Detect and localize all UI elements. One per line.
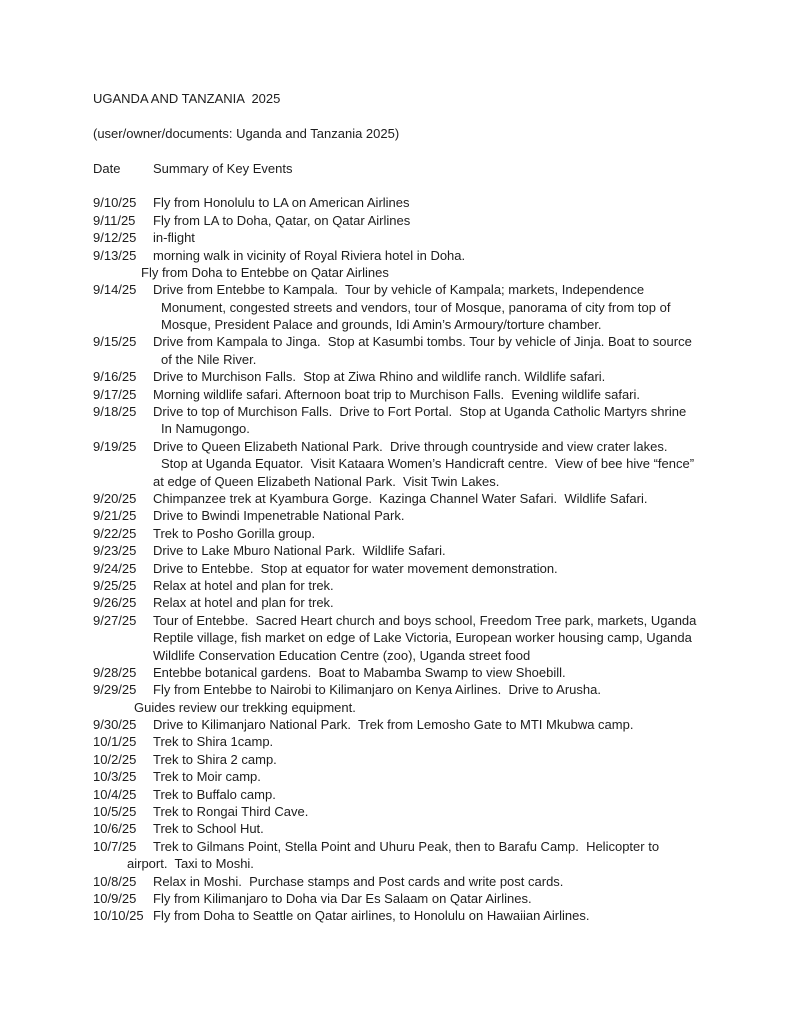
itinerary-row bbox=[93, 194, 751, 211]
itinerary-list bbox=[93, 194, 751, 924]
event-text: Relax at hotel and plan for trek. bbox=[153, 577, 334, 593]
itinerary-row bbox=[93, 647, 751, 664]
event-date: 9/15/25 bbox=[93, 334, 137, 350]
itinerary-row bbox=[93, 820, 751, 837]
event-text: Drive to top of Murchison Falls. Drive to Fort Portal. Stop at Uganda Catholic Martyrs shrine bbox=[153, 404, 687, 420]
event-date: 9/21/25 bbox=[93, 508, 137, 524]
itinerary-row bbox=[93, 577, 751, 594]
itinerary-row bbox=[93, 281, 751, 298]
event-text: Trek to Rongai Third Cave. bbox=[153, 804, 309, 820]
event-date: 9/20/25 bbox=[93, 490, 137, 506]
event-date: 9/12/25 bbox=[93, 230, 137, 246]
event-date: 10/4/25 bbox=[93, 786, 137, 802]
itinerary-row bbox=[93, 455, 751, 472]
itinerary-row bbox=[93, 525, 751, 542]
event-text: Drive to Queen Elizabeth National Park. Drive through countryside and view crater lakes. bbox=[153, 438, 668, 454]
event-text: Fly from Entebbe to Nairobi to Kilimanjaro on Kenya Airlines. Drive to Arusha. bbox=[153, 682, 601, 698]
event-text: Tour of Entebbe. Sacred Heart church and boys school, Freedom Tree park, markets, Uganda bbox=[153, 612, 697, 628]
itinerary-row bbox=[93, 333, 751, 350]
itinerary-row bbox=[93, 612, 751, 629]
itinerary-row bbox=[93, 629, 751, 646]
event-text: morning walk in vicinity of Royal Riviera hotel in Doha. bbox=[153, 247, 466, 263]
event-text: of the Nile River. bbox=[161, 351, 257, 367]
event-text: Trek to Shira 2 camp. bbox=[153, 751, 277, 767]
event-text: Fly from Doha to Seattle on Qatar airlines, to Honolulu on Hawaiian Airlines. bbox=[153, 908, 590, 924]
itinerary-row bbox=[93, 890, 751, 907]
event-text: Drive to Lake Mburo National Park. Wildlife Safari. bbox=[153, 543, 446, 559]
itinerary-row bbox=[93, 664, 751, 681]
event-date: 10/8/25 bbox=[93, 873, 137, 889]
itinerary-row bbox=[93, 768, 751, 785]
spacer bbox=[93, 107, 751, 124]
event-date: 9/23/25 bbox=[93, 543, 137, 559]
itinerary-row bbox=[93, 838, 751, 855]
itinerary-row bbox=[93, 907, 751, 924]
event-date: 9/24/25 bbox=[93, 560, 137, 576]
spacer bbox=[93, 177, 751, 194]
event-date: 9/11/25 bbox=[93, 212, 136, 228]
event-date: 9/28/25 bbox=[93, 664, 137, 680]
event-text: Relax at hotel and plan for trek. bbox=[153, 595, 334, 611]
itinerary-row bbox=[93, 786, 751, 803]
event-text: Drive from Entebbe to Kampala. Tour by vehicle of Kampala; markets, Independence bbox=[153, 282, 645, 298]
events-column-header: Summary of Key Events bbox=[153, 160, 293, 176]
itinerary-row bbox=[93, 751, 751, 768]
event-text: Drive to Murchison Falls. Stop at Ziwa Rhino and wildlife ranch. Wildlife safari. bbox=[153, 369, 606, 385]
event-text: airport. Taxi to Moshi. bbox=[127, 856, 254, 872]
event-text: Fly from Honolulu to LA on American Airlines bbox=[153, 195, 410, 211]
event-text: Entebbe botanical gardens. Boat to Mabamba Swamp to view Shoebill. bbox=[153, 664, 566, 680]
event-date: 10/1/25 bbox=[93, 734, 137, 750]
itinerary-row bbox=[93, 403, 751, 420]
event-date: 9/27/25 bbox=[93, 612, 137, 628]
document-subtitle: (user/owner/documents: Uganda and Tanzania 2025) bbox=[93, 125, 400, 141]
event-text: Relax in Moshi. Purchase stamps and Post cards and write post cards. bbox=[153, 873, 564, 889]
event-text: in-flight bbox=[153, 230, 195, 246]
event-date: 10/7/25 bbox=[93, 838, 137, 854]
event-date: 9/30/25 bbox=[93, 717, 137, 733]
event-date: 10/5/25 bbox=[93, 804, 137, 820]
itinerary-row bbox=[93, 681, 751, 698]
spacer bbox=[93, 142, 751, 159]
event-text: Mosque, President Palace and grounds, Idi Amin’s Armoury/torture chamber. bbox=[161, 317, 602, 333]
event-date: 9/26/25 bbox=[93, 595, 137, 611]
event-date: 10/6/25 bbox=[93, 821, 137, 837]
event-text: In Namugongo. bbox=[161, 421, 250, 437]
itinerary-row bbox=[93, 473, 751, 490]
itinerary-row bbox=[93, 699, 751, 716]
itinerary-row bbox=[93, 855, 751, 872]
event-text: Monument, congested streets and vendors, tour of Mosque, panorama of city from top of bbox=[161, 299, 671, 315]
event-text: Reptile village, fish market on edge of Lake Victoria, European worker housing camp, Uganda bbox=[153, 630, 692, 646]
event-text: Wildlife Conservation Education Centre (zoo), Uganda street food bbox=[153, 647, 531, 663]
event-text: Trek to Moir camp. bbox=[153, 769, 261, 785]
itinerary-row bbox=[93, 229, 751, 246]
event-date: 9/19/25 bbox=[93, 438, 137, 454]
event-date: 9/22/25 bbox=[93, 525, 137, 541]
event-text: Trek to School Hut. bbox=[153, 821, 264, 837]
event-text: at edge of Queen Elizabeth National Park. Visit Twin Lakes. bbox=[153, 473, 500, 489]
event-date: 9/17/25 bbox=[93, 386, 137, 402]
itinerary-row bbox=[93, 420, 751, 437]
event-text: Drive to Kilimanjaro National Park. Trek from Lemosho Gate to MTI Mkubwa camp. bbox=[153, 717, 634, 733]
itinerary-row bbox=[93, 368, 751, 385]
event-text: Stop at Uganda Equator. Visit Kataara Women’s Handicraft centre. View of bee hive “fence” bbox=[161, 456, 695, 472]
event-text: Chimpanzee trek at Kyambura Gorge. Kazinga Channel Water Safari. Wildlife Safari. bbox=[153, 490, 648, 506]
event-text: Fly from Kilimanjaro to Doha via Dar Es Salaam on Qatar Airlines. bbox=[153, 890, 532, 906]
event-date: 10/9/25 bbox=[93, 890, 137, 906]
event-date: 9/25/25 bbox=[93, 577, 137, 593]
event-text: Guides review our trekking equipment. bbox=[134, 699, 356, 715]
itinerary-row bbox=[93, 803, 751, 820]
itinerary-row bbox=[93, 351, 751, 368]
event-text: Fly from Doha to Entebbe on Qatar Airlines bbox=[141, 264, 389, 280]
event-text: Trek to Gilmans Point, Stella Point and Uhuru Peak, then to Barafu Camp. Helicopter to bbox=[153, 838, 660, 854]
event-text: Trek to Buffalo camp. bbox=[153, 786, 276, 802]
date-column-header: Date bbox=[93, 160, 121, 176]
itinerary-row bbox=[93, 507, 751, 524]
itinerary-row bbox=[93, 873, 751, 890]
itinerary-row bbox=[93, 212, 751, 229]
event-date: 9/10/25 bbox=[93, 195, 137, 211]
event-date: 9/14/25 bbox=[93, 282, 137, 298]
event-text: Fly from LA to Doha, Qatar, on Qatar Airlines bbox=[153, 212, 411, 228]
itinerary-row bbox=[93, 299, 751, 316]
itinerary-row bbox=[93, 594, 751, 611]
event-date: 10/2/25 bbox=[93, 751, 137, 767]
itinerary-row bbox=[93, 247, 751, 264]
event-date: 9/29/25 bbox=[93, 682, 137, 698]
event-text: Drive to Entebbe. Stop at equator for water movement demonstration. bbox=[153, 560, 558, 576]
itinerary-row bbox=[93, 542, 751, 559]
itinerary-row bbox=[93, 316, 751, 333]
event-text: Trek to Shira 1camp. bbox=[153, 734, 274, 750]
itinerary-row bbox=[93, 264, 751, 281]
document-title: UGANDA AND TANZANIA 2025 bbox=[93, 91, 281, 106]
event-date: 9/16/25 bbox=[93, 369, 137, 385]
itinerary-row bbox=[93, 733, 751, 750]
event-date: 9/18/25 bbox=[93, 404, 137, 420]
itinerary-row bbox=[93, 490, 751, 507]
itinerary-row bbox=[93, 438, 751, 455]
event-date: 10/10/25 bbox=[93, 908, 144, 924]
event-text: Trek to Posho Gorilla group. bbox=[153, 525, 316, 541]
event-date: 10/3/25 bbox=[93, 769, 137, 785]
event-text: Drive to Bwindi Impenetrable National Park. bbox=[153, 508, 405, 524]
event-date: 9/13/25 bbox=[93, 247, 137, 263]
event-text: Drive from Kampala to Jinga. Stop at Kasumbi tombs. Tour by vehicle of Jinja. Boat to source bbox=[153, 334, 692, 350]
itinerary-row bbox=[93, 560, 751, 577]
event-text: Morning wildlife safari. Afternoon boat trip to Murchison Falls. Evening wildlife safari. bbox=[153, 386, 640, 402]
column-header-row bbox=[93, 160, 751, 177]
itinerary-row bbox=[93, 716, 751, 733]
itinerary-row bbox=[93, 386, 751, 403]
